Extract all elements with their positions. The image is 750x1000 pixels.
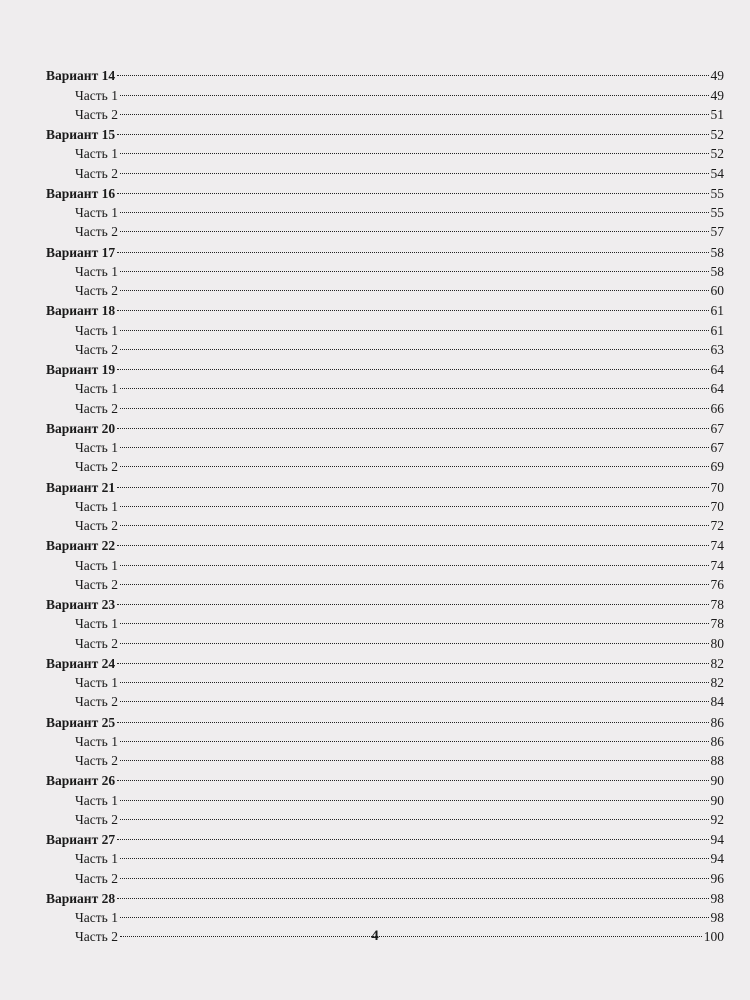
toc-part-entry xyxy=(46,628,724,651)
toc-variant-entry xyxy=(46,296,724,319)
toc-part-entry xyxy=(46,80,724,103)
toc-variant-entry xyxy=(46,61,724,84)
page-ref: 86 xyxy=(710,714,724,730)
variant-title: Вариант 28 xyxy=(46,890,116,906)
part-title: Часть 1 xyxy=(75,87,118,103)
page-ref: 92 xyxy=(710,811,724,827)
variant-title: Вариант 14 xyxy=(46,68,116,84)
toc-part-entry xyxy=(46,393,724,416)
dot-leader xyxy=(117,237,708,256)
dot-leader xyxy=(120,570,709,589)
variant-title: Вариант 24 xyxy=(46,655,116,671)
dot-leader xyxy=(117,414,708,433)
toc-variant-entry xyxy=(46,237,724,260)
page-ref: 86 xyxy=(710,733,724,749)
page-ref: 58 xyxy=(710,263,724,279)
dot-leader xyxy=(120,844,709,863)
part-title: Часть 2 xyxy=(75,518,118,533)
variant-title: Вариант 18 xyxy=(46,303,116,319)
toc-part-entry xyxy=(46,257,724,279)
page-ref: 64 xyxy=(710,362,724,377)
dot-leader xyxy=(117,884,708,903)
toc-part-entry xyxy=(46,335,724,357)
part-title: Часть 1 xyxy=(75,616,118,632)
page-ref: 90 xyxy=(710,792,724,808)
page-ref: 49 xyxy=(710,68,724,84)
toc-part-entry xyxy=(46,687,724,710)
page-ref: 96 xyxy=(710,870,724,886)
toc-part-entry xyxy=(46,158,724,181)
dot-leader xyxy=(120,511,709,530)
part-title: Часть 2 xyxy=(75,106,118,122)
toc-variant-entry xyxy=(46,649,724,671)
page-ref: 52 xyxy=(710,146,724,162)
dot-leader xyxy=(117,296,708,315)
dot-leader xyxy=(120,315,709,334)
page-ref: 60 xyxy=(710,283,724,298)
part-title: Часть 1 xyxy=(75,851,118,867)
toc-part-entry xyxy=(46,139,724,162)
toc-part-entry xyxy=(46,433,724,455)
page-ref: 54 xyxy=(710,165,724,181)
toc-variant-entry xyxy=(46,766,724,789)
page-ref: 76 xyxy=(710,576,724,592)
dot-leader xyxy=(120,374,709,393)
page-ref: 58 xyxy=(710,244,724,260)
toc-part-entry xyxy=(46,315,724,338)
dot-leader xyxy=(117,766,708,785)
toc-variant-entry xyxy=(46,414,724,436)
page-ref: 51 xyxy=(710,106,724,122)
part-title: Часть 2 xyxy=(75,576,118,592)
dot-leader xyxy=(117,707,708,726)
page-ref: 63 xyxy=(710,341,724,357)
toc-variant-entry xyxy=(46,472,724,495)
dot-leader xyxy=(120,668,709,687)
toc-part-entry xyxy=(46,805,724,827)
dot-leader xyxy=(120,100,709,119)
part-title: Часть 2 xyxy=(75,694,118,710)
page-ref: 98 xyxy=(710,910,724,925)
dot-leader xyxy=(120,863,709,882)
dot-leader xyxy=(117,649,708,668)
page-ref: 84 xyxy=(710,694,724,710)
variant-title: Вариант 19 xyxy=(46,362,116,377)
part-title: Часть 2 xyxy=(75,283,118,298)
toc-part-entry xyxy=(46,374,724,397)
part-title: Часть 1 xyxy=(75,381,118,397)
part-title: Часть 2 xyxy=(75,929,118,945)
page-ref: 49 xyxy=(710,87,724,103)
part-title: Часть 2 xyxy=(75,459,118,475)
dot-leader xyxy=(120,80,709,99)
dot-leader xyxy=(120,257,709,276)
page-ref: 52 xyxy=(710,127,724,142)
variant-title: Вариант 26 xyxy=(46,773,116,789)
dot-leader xyxy=(120,492,709,511)
toc-part-entry xyxy=(46,844,724,867)
dot-leader xyxy=(120,452,709,471)
part-title: Часть 1 xyxy=(75,205,118,220)
page-ref: 67 xyxy=(710,440,724,455)
toc-part-entry xyxy=(46,492,724,514)
page-ref: 98 xyxy=(710,890,724,906)
dot-leader xyxy=(117,531,708,550)
variant-title: Вариант 16 xyxy=(46,185,116,201)
page-ref: 69 xyxy=(710,459,724,475)
part-title: Часть 2 xyxy=(75,635,118,651)
page-ref: 66 xyxy=(710,400,724,416)
dot-leader xyxy=(120,687,709,706)
toc-variant-entry xyxy=(46,179,724,201)
page-ref: 64 xyxy=(710,381,724,397)
dot-leader xyxy=(120,198,709,217)
dot-leader xyxy=(117,590,708,609)
toc-part-entry xyxy=(46,198,724,220)
dot-leader xyxy=(117,825,708,844)
dot-leader xyxy=(120,217,709,236)
part-title: Часть 1 xyxy=(75,146,118,162)
page-ref: 80 xyxy=(710,635,724,651)
toc-part-entry xyxy=(46,511,724,533)
part-title: Часть 2 xyxy=(75,811,118,827)
dot-leader xyxy=(120,276,709,295)
dot-leader xyxy=(120,903,709,922)
page-ref: 90 xyxy=(710,773,724,789)
toc-variant-entry xyxy=(46,707,724,730)
toc-part-entry xyxy=(46,276,724,298)
part-title: Часть 1 xyxy=(75,263,118,279)
toc-variant-entry xyxy=(46,825,724,847)
variant-title: Вариант 27 xyxy=(46,832,116,847)
dot-leader xyxy=(117,179,708,198)
dot-leader xyxy=(120,609,709,628)
toc-part-entry xyxy=(46,785,724,808)
dot-leader xyxy=(117,120,708,139)
toc-part-entry xyxy=(46,550,724,573)
part-title: Часть 2 xyxy=(75,753,118,768)
part-title: Часть 2 xyxy=(75,870,118,886)
page-ref: 61 xyxy=(710,303,724,319)
dot-leader xyxy=(120,393,709,412)
page-ref: 70 xyxy=(710,498,724,514)
dot-leader xyxy=(117,61,708,80)
part-title: Часть 1 xyxy=(75,910,118,925)
toc-part-entry xyxy=(46,903,724,925)
variant-title: Вариант 23 xyxy=(46,597,116,612)
part-title: Часть 1 xyxy=(75,733,118,749)
toc-part-entry xyxy=(46,217,724,240)
dot-leader xyxy=(120,727,709,746)
variant-title: Вариант 20 xyxy=(46,420,116,436)
toc-part-entry xyxy=(46,452,724,475)
part-title: Часть 1 xyxy=(75,322,118,338)
toc-part-entry xyxy=(46,609,724,632)
page-ref: 55 xyxy=(710,205,724,220)
page-ref: 67 xyxy=(710,420,724,436)
page-ref: 94 xyxy=(710,832,724,847)
toc-variant-entry xyxy=(46,120,724,142)
page-ref: 100 xyxy=(703,929,724,945)
variant-title: Вариант 17 xyxy=(46,244,116,260)
toc-variant-entry xyxy=(46,531,724,554)
dot-leader xyxy=(120,805,709,824)
toc-variant-entry xyxy=(46,590,724,612)
variant-title: Вариант 25 xyxy=(46,714,116,730)
page-ref: 78 xyxy=(710,616,724,632)
page-ref: 74 xyxy=(710,538,724,554)
toc-part-entry xyxy=(46,668,724,690)
dot-leader xyxy=(120,139,709,158)
toc-part-entry xyxy=(46,863,724,886)
page-ref: 61 xyxy=(710,322,724,338)
page-ref: 88 xyxy=(710,753,724,768)
dot-leader xyxy=(120,628,709,647)
toc-part-entry xyxy=(46,570,724,592)
dot-leader xyxy=(120,785,709,804)
page-ref: 94 xyxy=(710,851,724,867)
part-title: Часть 1 xyxy=(75,557,118,573)
dot-leader xyxy=(117,472,708,491)
page-ref: 74 xyxy=(710,557,724,573)
dot-leader xyxy=(117,355,708,374)
dot-leader xyxy=(120,746,709,765)
page-ref: 78 xyxy=(710,597,724,612)
dot-leader xyxy=(120,433,709,452)
page-ref: 70 xyxy=(710,479,724,495)
variant-title: Вариант 15 xyxy=(46,127,116,142)
toc-variant-entry xyxy=(46,355,724,377)
dot-leader xyxy=(120,550,709,569)
part-title: Часть 1 xyxy=(75,675,118,690)
toc-part-entry xyxy=(46,746,724,768)
page-ref: 57 xyxy=(710,224,724,240)
page-ref: 82 xyxy=(710,675,724,690)
part-title: Часть 1 xyxy=(75,498,118,514)
table-of-contents xyxy=(46,61,724,945)
toc-variant-entry xyxy=(46,884,724,906)
page-number: 4 xyxy=(371,928,379,944)
part-title: Часть 2 xyxy=(75,341,118,357)
part-title: Часть 1 xyxy=(75,792,118,808)
variant-title: Вариант 22 xyxy=(46,538,116,554)
page-ref: 82 xyxy=(710,655,724,671)
toc-part-entry xyxy=(46,100,724,122)
dot-leader xyxy=(120,158,709,177)
part-title: Часть 2 xyxy=(75,165,118,181)
part-title: Часть 2 xyxy=(75,224,118,240)
variant-title: Вариант 21 xyxy=(46,479,116,495)
part-title: Часть 1 xyxy=(75,440,118,455)
dot-leader xyxy=(120,335,709,354)
page-ref: 55 xyxy=(710,185,724,201)
part-title: Часть 2 xyxy=(75,400,118,416)
toc-part-entry xyxy=(46,727,724,749)
page-ref: 72 xyxy=(710,518,724,533)
